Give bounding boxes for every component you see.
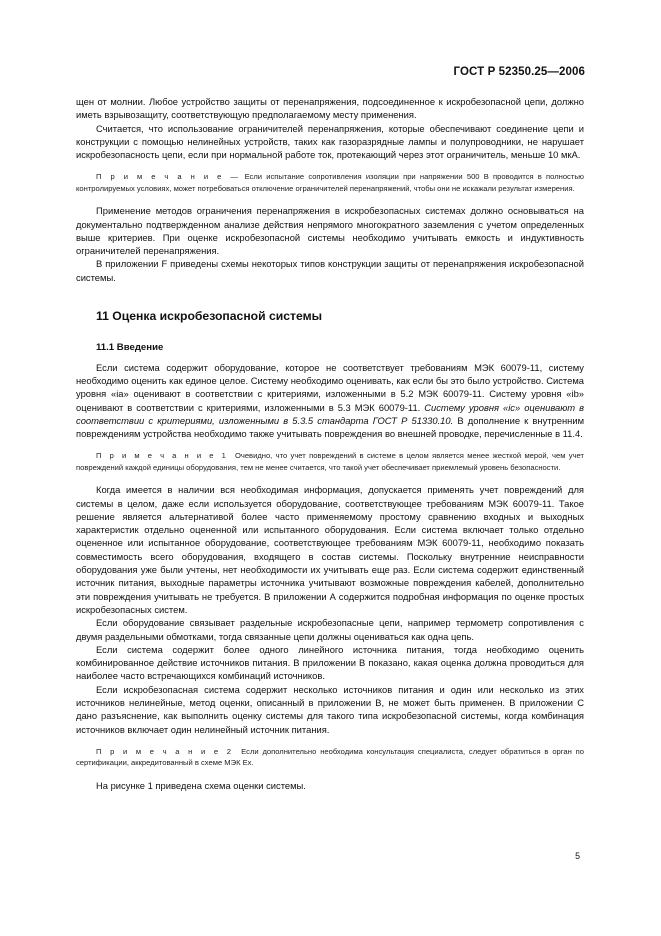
paragraph-methods: Применение методов ограничения перенапряжения в искробезопасных системах должно основываться на документально подтвержденном анализе действия непрямого многократного заземления с учетом определенных выше критериев. При оценке искробезопасной системы необходимо учитывать емкость и индуктивность ограничителей перенапряжения.: [76, 205, 584, 257]
paragraph-separate-circuits: Если оборудование связывает раздельные искробезопасные цепи, например термометр сопротивления с двумя раздельными обмотками, тогда связанные цепи должны оцениваться как одна цепь.: [76, 617, 584, 642]
paragraph-text: Если система содержит оборудование, которое не соответствует требованиям МЭК 60079-11, систему необходимо оценить как единое целое. Систему необходимо оценивать, как если бы это было устройство. Система уровня «ia» оценивают в соответствии с критериями, изложенными в 5.2 МЭК 60079-11. Систему уровня «ib» оценивают в соответствии с критериями, изложенными в 5.3 МЭК 60079-11.: [76, 361, 584, 413]
note-text: Если испытание сопротивления изоляции при напряжении 500 В проводится в полностью контролируемых условиях, может потребоваться отключение ограничителей перенапряжений, чтобы они не искажали результат измерения.: [76, 172, 584, 193]
page-number: 5: [575, 851, 580, 861]
subsection-heading-11-1: 11.1 Введение: [96, 342, 164, 354]
note-label: П р и м е ч а н и е —: [96, 172, 241, 182]
note-label: П р и м е ч а н и е 2: [96, 746, 234, 756]
paragraph-surge-limiters: Считается, что использование ограничителей перенапряжения, которые обеспечивают соединение цепи и конструкции с помощью нелинейных устройств, таких как газоразрядные лампы и полупроводники, не нарушает искробезопасность цепи, если при нормальной работе ток, протекающий через этот ограничитель, меньше 10 мкА.: [76, 122, 584, 161]
paragraph-continuation: щен от молнии. Любое устройство защиты от перенапряжения, подсоединенное к искробезопасной цепи, должно иметь взрывозащиту, соответствующую предполагаемому месту применения.: [76, 96, 584, 121]
note-text: Очевидно, что учет повреждений в системе в целом является менее жесткой мерой, чем учет повреждений каждой единицы оборудования, тем не менее считается, что такой учет обеспечивает приемлемый уровень безопасности.: [76, 451, 584, 472]
paragraph-appendix-f: В приложении F приведены схемы некоторых типов конструкции защиты от перенапряжения искробезопасной системы.: [76, 258, 584, 283]
note-text: Если дополнительно необходима консультация специалиста, следует обратиться в орган по сертификации, аккредитованный в схеме МЭК Ех.: [76, 746, 584, 768]
document-code-header: ГОСТ Р 52350.25—2006: [453, 66, 585, 78]
page-body: [76, 95, 584, 792]
note-2: [76, 746, 584, 769]
paragraph-system-evaluation: [76, 361, 584, 441]
section-heading-11: 11 Оценка искробезопасной системы: [96, 309, 323, 324]
note-label: П р и м е ч а н и е 1: [96, 451, 229, 461]
note-1: [76, 450, 584, 473]
paragraph-figure-reference: На рисунке 1 приведена схема оценки системы.: [96, 779, 306, 791]
italic-text: Систему уровня «ic» оценивают в соответствии с критериями, изложенными в 5.3.5 стандарта ГОСТ Р 51330.10.: [76, 401, 584, 426]
paragraph-information: Когда имеется в наличии вся необходимая информация, допускается применять учет повреждений для системы в целом, даже если используется оборудование, соответствующее требованиям МЭК 60079-11. Такое решение является альтернативой более часто применяемому простому сравнению входных и выходных характеристик отдельно оцененной или испытанного оборудования. Если система включает только отдельно оцененное или испытанное оборудование, соответствующее требованиям МЭК 60079-11, необходимо показать совместимость всего оборудования, входящего в состав системы. Поскольку внутренние неисправности оборудования уже были учтены, нет необходимости их учитывать еще раз. Если система содержит единственный источник питания, выходные параметры источника учитывают возможные повреждения кабелей, дополнительно эти повреждения учитывать не требуется. В приложении А содержится подробная информация по оценке простых искробезопасных систем.: [76, 484, 584, 615]
paragraph-text: В дополнение к внутренним повреждениям устройства необходимо также учитывать повреждения во внешней проводке, перечисленные в 11.4.: [76, 414, 585, 440]
paragraph-nonlinear-sources: Если искробезопасная система содержит несколько источников питания и один или несколько из этих источников нелинейные, метод оценки, описанный в приложении В, не может быть применен. В приложении С дано разъяснение, как выполнить оценку системы для такого типа искробезопасной системы, когда комбинация источников включает один нелинейный источник питания.: [76, 683, 584, 735]
note-insulation-test: [76, 171, 584, 194]
paragraph-linear-sources: Если система содержит более одного линейного источника питания, тогда необходимо оценить комбинированное действие источников питания. В приложении В показано, какая оценка должна проводиться для наиболее часто встречающихся комбинаций источников.: [76, 643, 584, 682]
